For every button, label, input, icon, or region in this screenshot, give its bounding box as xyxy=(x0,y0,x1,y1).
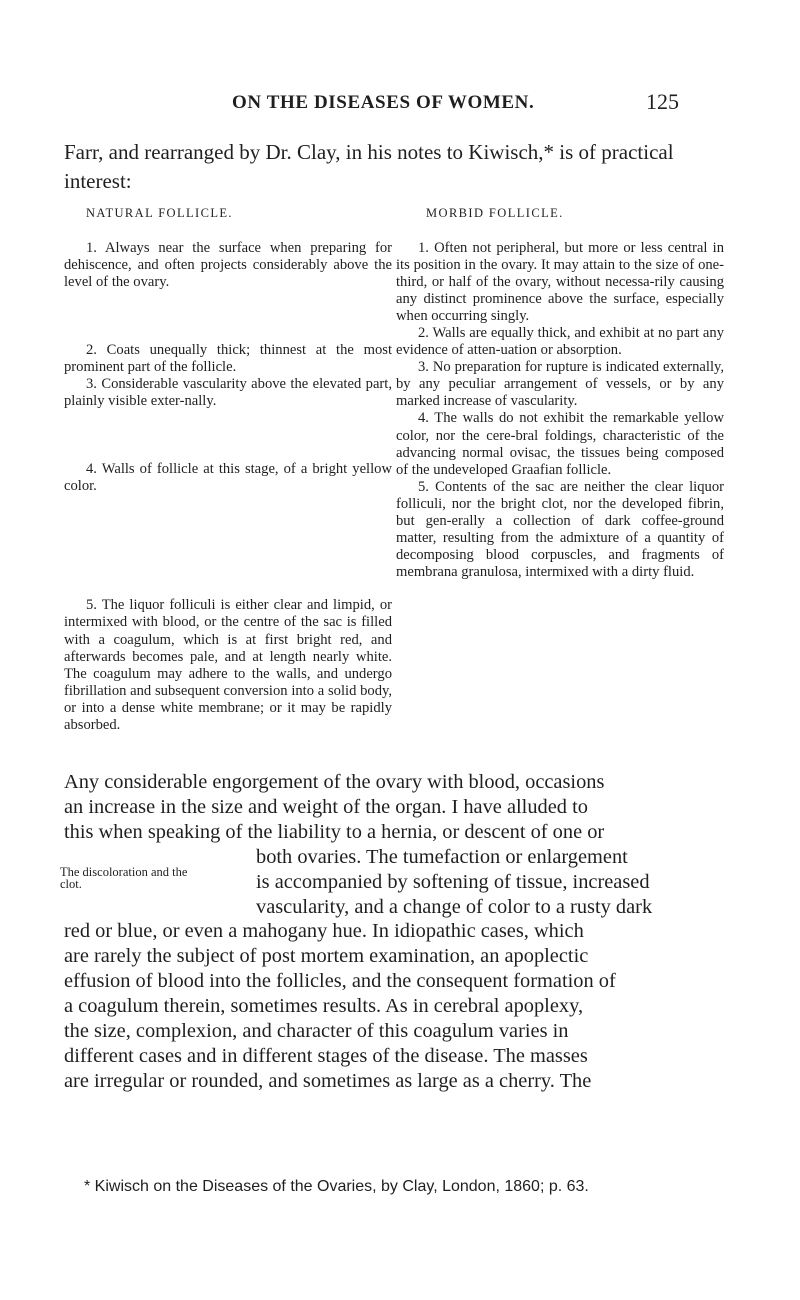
body-line: different cases and in different stages of the disease. The masses xyxy=(64,1044,588,1067)
morbid-follicle-column xyxy=(396,240,724,581)
running-title: ON THE DISEASES OF WOMEN. xyxy=(232,92,535,113)
natural-item-3: 3. Considerable vascularity above the elevated part, plainly visible exter-nally. xyxy=(64,376,392,410)
natural-follicle-column xyxy=(64,240,392,734)
body-line: effusion of blood into the follicles, and the consequent formation of xyxy=(64,970,616,993)
page-number: 125 xyxy=(646,89,679,114)
morbid-item-4: 4. The walls do not exhibit the remarkable yellow color, nor the cere-bral foldings, characteristic of the advancing normal ovisac, the tissues being composed of the undeveloped Graafian follicle. xyxy=(396,410,724,478)
intro-paragraph: Farr, and rearranged by Dr. Clay, in his notes to Kiwisch,* is of practical interest: xyxy=(64,140,674,193)
morbid-item-3: 3. No preparation for rupture is indicated externally, by any peculiar arrangement of vessels, or by any marked increase of vascularity. xyxy=(396,359,724,410)
natural-item-5: 5. The liquor folliculi is either clear and limpid, or intermixed with blood, or the centre of the sac is filled with a coagulum, which is at first bright red, and afterwards becomes pale, and at length nearly white. The coagulum may adhere to the walls, and undergo fibrillation and subsequent conversion into a solid body, or into a dense white membrane; or it may be rapidly absorbed. xyxy=(64,597,392,733)
body-line: red or blue, or even a mahogany hue. In idiopathic cases, which xyxy=(64,920,584,943)
morbid-item-5: 5. Contents of the sac are neither the clear liquor folliculi, nor the bright clot, nor the developed fibrin, but gen-erally a collection of dark coffee-ground matter, resulting from the admixture of a quantity of decomposing blood corpuscles, and fragments of membrana granulosa, intermixed with a dirty fluid. xyxy=(396,478,724,580)
body-line: both ovaries. The tumefaction or enlargement xyxy=(256,845,628,868)
body-line: an increase in the size and weight of the organ. I have alluded to xyxy=(64,795,588,818)
body-line: this when speaking of the liability to a hernia, or descent of one or xyxy=(64,820,605,843)
morbid-item-2: 2. Walls are equally thick, and exhibit at no part any evidence of atten-uation or absorption. xyxy=(396,325,724,359)
body-line: Any considerable engorgement of the ovary with blood, occasions xyxy=(64,771,605,793)
footnote: * Kiwisch on the Diseases of the Ovaries, by Clay, London, 1860; p. 63. xyxy=(84,1178,589,1195)
natural-follicle-heading: NATURAL FOLLICLE. xyxy=(86,206,233,220)
body-line: are rarely the subject of post mortem examination, an apoplectic xyxy=(64,945,589,968)
body-line: is accompanied by softening of tissue, increased xyxy=(256,870,650,893)
margin-sidenote: The discoloration and the clot. xyxy=(60,865,188,891)
body-line: a coagulum therein, sometimes results. As in cerebral apoplexy, xyxy=(64,995,584,1018)
natural-item-1: 1. Always near the surface when preparing for dehiscence, and often projects considerably above the level of the ovary. xyxy=(64,240,392,291)
natural-item-2: 2. Coats unequally thick; thinnest at the most prominent part of the follicle. xyxy=(64,342,392,376)
body-line: vascularity, and a change of color to a rusty dark xyxy=(256,895,653,918)
body-line: are irregular or rounded, and sometimes as large as a cherry. The xyxy=(64,1069,592,1092)
morbid-item-1: 1. Often not peripheral, but more or less central in its position in the ovary. It may attain to the size of one-third, or half of the ovary, without necessa-rily causing any distinct prominence above the surface, especially when occurring singly. xyxy=(396,240,724,325)
body-line: the size, complexion, and character of this coagulum varies in xyxy=(64,1020,569,1043)
body-paragraph xyxy=(64,770,744,1094)
morbid-follicle-heading: MORBID FOLLICLE. xyxy=(426,206,564,220)
natural-item-4: 4. Walls of follicle at this stage, of a bright yellow color. xyxy=(64,461,392,495)
